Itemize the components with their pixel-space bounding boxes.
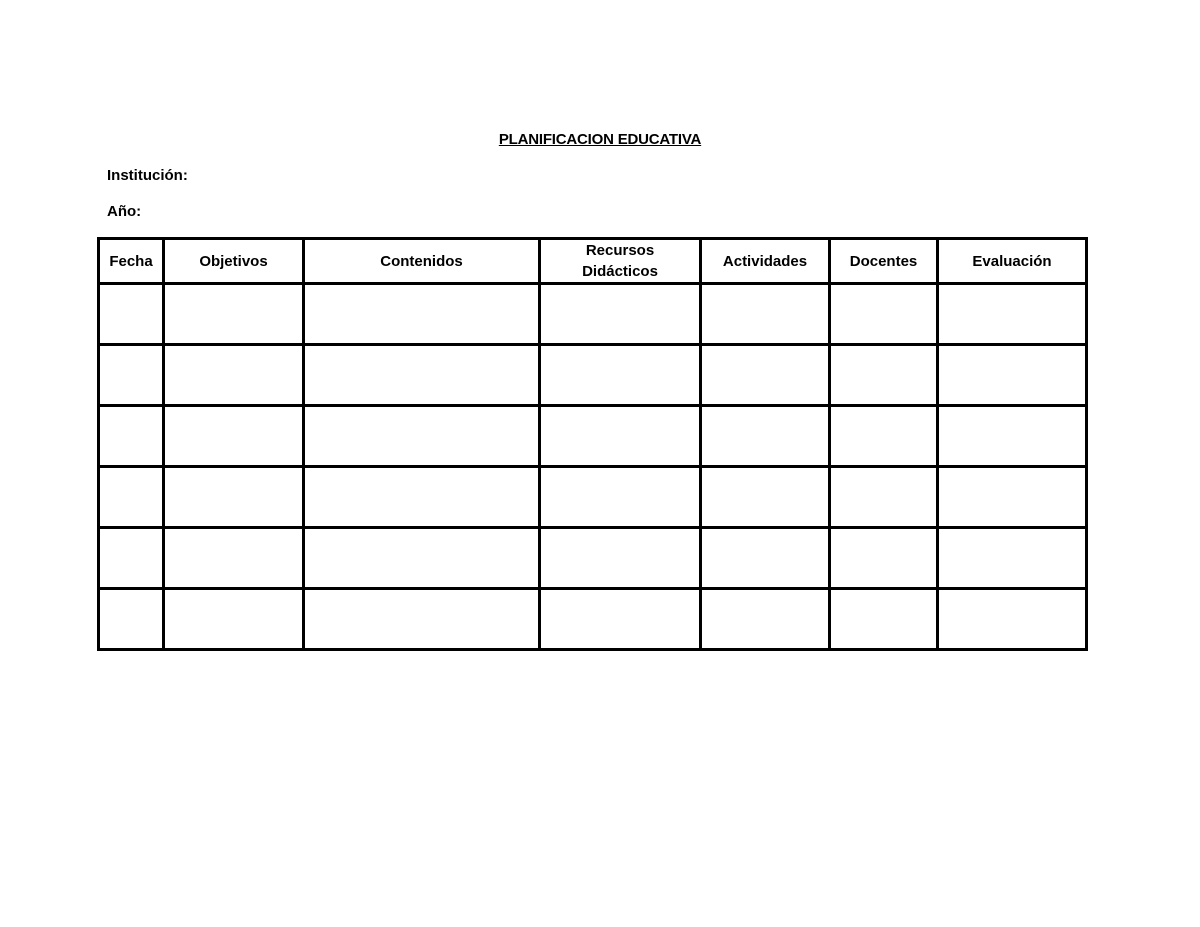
cell-actividades[interactable] bbox=[701, 284, 830, 345]
cell-actividades[interactable] bbox=[701, 345, 830, 406]
cell-evaluacion[interactable] bbox=[938, 528, 1087, 589]
table-body bbox=[99, 284, 1087, 650]
cell-contenidos[interactable] bbox=[304, 528, 540, 589]
cell-recursos-didacticos[interactable] bbox=[540, 284, 701, 345]
cell-objetivos[interactable] bbox=[164, 467, 304, 528]
cell-docentes[interactable] bbox=[830, 345, 938, 406]
cell-objetivos[interactable] bbox=[164, 406, 304, 467]
header-objetivos: Objetivos bbox=[164, 239, 304, 284]
cell-fecha[interactable] bbox=[99, 528, 164, 589]
cell-objetivos[interactable] bbox=[164, 284, 304, 345]
cell-evaluacion[interactable] bbox=[938, 406, 1087, 467]
cell-contenidos[interactable] bbox=[304, 284, 540, 345]
cell-recursos-didacticos[interactable] bbox=[540, 528, 701, 589]
anio-label: Año: bbox=[107, 203, 142, 220]
header-recursos-line1: Recursos bbox=[585, 242, 655, 259]
cell-actividades[interactable] bbox=[701, 406, 830, 467]
cell-fecha[interactable] bbox=[99, 467, 164, 528]
cell-docentes[interactable] bbox=[830, 528, 938, 589]
cell-fecha[interactable] bbox=[99, 406, 164, 467]
cell-fecha[interactable] bbox=[99, 284, 164, 345]
cell-objetivos[interactable] bbox=[164, 528, 304, 589]
header-recursos-line2: Didácticos bbox=[582, 263, 658, 280]
institucion-label: Institución: bbox=[107, 167, 188, 184]
cell-actividades[interactable] bbox=[701, 467, 830, 528]
table-row bbox=[99, 528, 1087, 589]
cell-actividades[interactable] bbox=[701, 589, 830, 650]
cell-recursos-didacticos[interactable] bbox=[540, 345, 701, 406]
cell-evaluacion[interactable] bbox=[938, 589, 1087, 650]
header-row bbox=[99, 239, 1087, 284]
cell-contenidos[interactable] bbox=[304, 467, 540, 528]
cell-docentes[interactable] bbox=[830, 589, 938, 650]
cell-objetivos[interactable] bbox=[164, 345, 304, 406]
cell-objetivos[interactable] bbox=[164, 589, 304, 650]
cell-docentes[interactable] bbox=[830, 467, 938, 528]
table-row bbox=[99, 406, 1087, 467]
cell-contenidos[interactable] bbox=[304, 345, 540, 406]
table-row bbox=[99, 284, 1087, 345]
cell-docentes[interactable] bbox=[830, 284, 938, 345]
planning-table bbox=[97, 237, 1088, 651]
header-evaluacion: Evaluación bbox=[938, 239, 1087, 284]
table-row bbox=[99, 467, 1087, 528]
cell-recursos-didacticos[interactable] bbox=[540, 589, 701, 650]
header-recursos-didacticos bbox=[540, 239, 701, 284]
table-row bbox=[99, 589, 1087, 650]
header-fecha: Fecha bbox=[99, 239, 164, 284]
page-title: PLANIFICACION EDUCATIVA bbox=[498, 131, 702, 148]
header-docentes: Docentes bbox=[830, 239, 938, 284]
header-actividades: Actividades bbox=[701, 239, 830, 284]
cell-recursos-didacticos[interactable] bbox=[540, 467, 701, 528]
cell-recursos-didacticos[interactable] bbox=[540, 406, 701, 467]
cell-evaluacion[interactable] bbox=[938, 467, 1087, 528]
cell-evaluacion[interactable] bbox=[938, 345, 1087, 406]
table-row bbox=[99, 345, 1087, 406]
cell-fecha[interactable] bbox=[99, 345, 164, 406]
cell-contenidos[interactable] bbox=[304, 406, 540, 467]
cell-contenidos[interactable] bbox=[304, 589, 540, 650]
cell-actividades[interactable] bbox=[701, 528, 830, 589]
cell-docentes[interactable] bbox=[830, 406, 938, 467]
cell-evaluacion[interactable] bbox=[938, 284, 1087, 345]
cell-fecha[interactable] bbox=[99, 589, 164, 650]
header-contenidos: Contenidos bbox=[304, 239, 540, 284]
